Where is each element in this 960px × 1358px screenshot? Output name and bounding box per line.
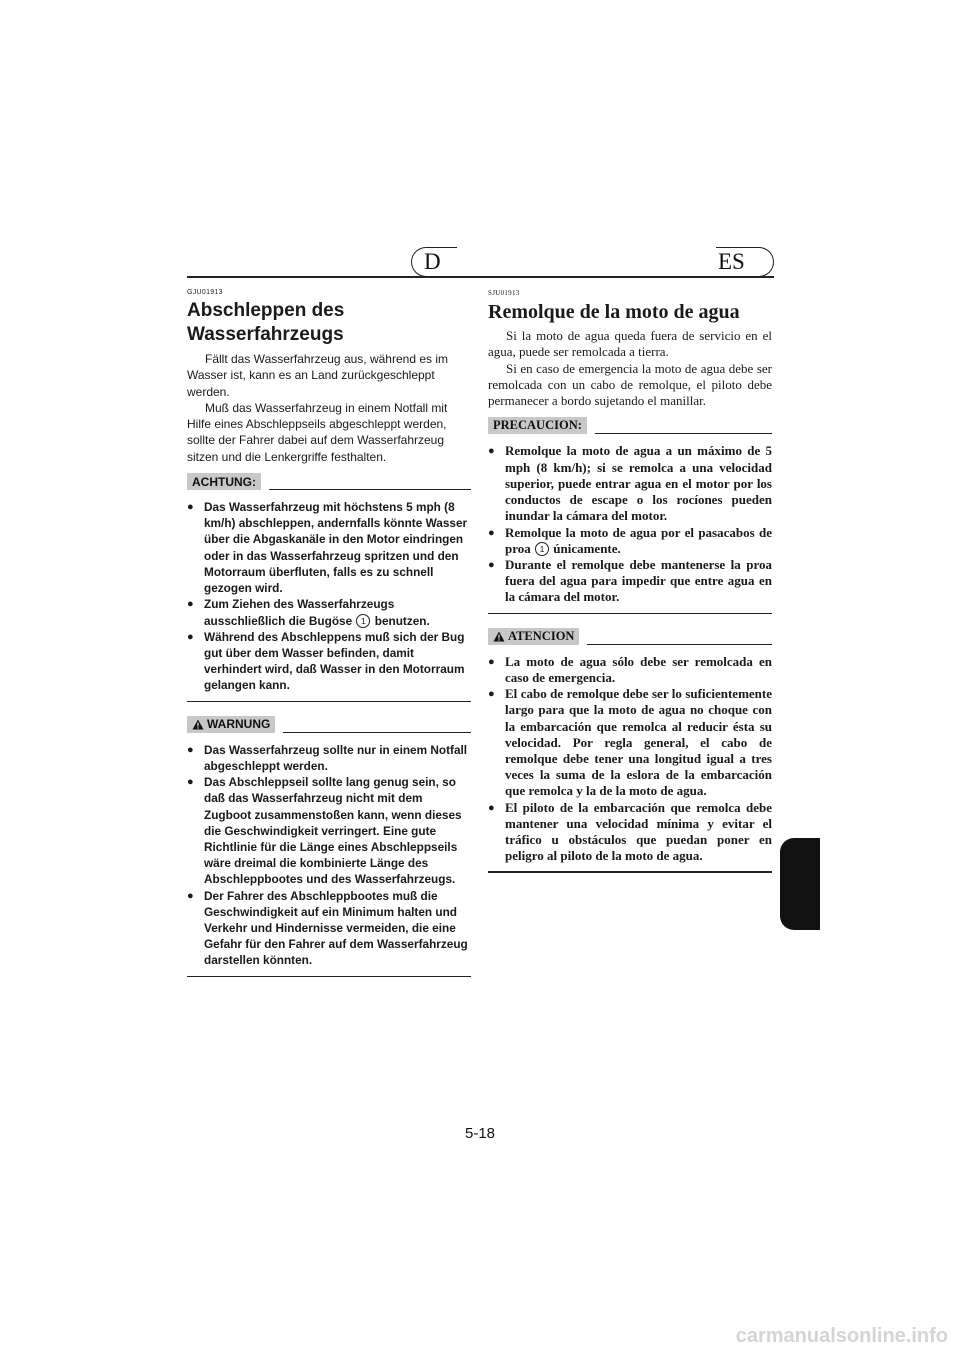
notice-end-rule: [187, 701, 471, 702]
notice-rule: [283, 732, 471, 733]
precaucion-list: [488, 443, 772, 605]
list-item: ● El piloto de la embarcación que remolca debe mantener una velocidad mínima y evitar el tráfico u obstáculos que puedan poner en peligro al piloto de la moto de agua.: [488, 799, 772, 864]
notice-end-rule: [187, 976, 471, 977]
warning-triangle-icon: [493, 631, 505, 642]
bullet-icon: ●: [187, 889, 194, 902]
list-item: ● Remolque la moto de agua a un máximo de 5 mph (8 km/h); si se remolca a una velocidad superior, puede entrar agua en el motor por los conductos de escape o los rocíones pueden inundar la cámara del motor.: [488, 443, 772, 524]
list-item: ● Das Wasserfahrzeug mit höchstens 5 mph (8 km/h) abschleppen, andernfalls könnte Wasser über die Abgaskanäle in den Motor eindringen oder in das Wasserfahrzeug spritzen und den Motorraum überfluten, falls es zu schnell gezogen wird.: [187, 500, 468, 596]
atencion-list: [488, 654, 772, 865]
list-item: ● Während des Abschleppens muß sich der Bug gut über dem Wasser befinden, damit verhindert wird, daß Wasser in den Motorraum gelangen kann.: [187, 629, 465, 693]
warning-triangle-icon: [192, 719, 204, 730]
bullet-icon: ●: [488, 655, 495, 668]
section-code: SJU01913: [488, 289, 520, 297]
paragraph: Si la moto de agua queda fuera de servicio en el agua, puede ser remolcada a tierra.: [488, 328, 772, 360]
section-title: Remolque de la moto de agua: [488, 301, 740, 323]
paragraph: Si en caso de emergencia la moto de agua debe ser remolcada con un cabo de remolque, el piloto debe permanecer a bordo sujetando el manillar.: [488, 360, 772, 409]
watermark: carmanualsonline.info: [735, 1325, 948, 1347]
column-german: [187, 289, 471, 991]
header-rule: [187, 276, 774, 278]
bullet-icon: ●: [488, 688, 495, 701]
bullet-icon: ●: [187, 743, 194, 756]
bullet-icon: ●: [187, 630, 194, 643]
bullet-icon: ●: [488, 558, 495, 571]
paragraph: Fällt das Wasserfahrzeug aus, während es im Wasser ist, kann es an Land zurückgeschleppt werden.: [187, 352, 448, 399]
bullet-icon: ●: [488, 526, 495, 539]
notice-rule: [587, 644, 772, 645]
page-number: 5-18: [464, 1125, 496, 1142]
notice-header-atencion: [488, 628, 772, 645]
achtung-list: [187, 499, 471, 693]
notice-rule: [595, 433, 772, 434]
list-item: ● El cabo de remolque debe ser lo suficientemente largo para que la moto de agua no choque con la embarcación que remolca al reducir ésta su velocidad. Por regla general, el cabo de remolque debe tener una longitud igual a tres veces la suma de la eslora de la embarcación que remolca y la de la moto de agua.: [488, 686, 772, 799]
bullet-icon: ●: [187, 776, 194, 789]
list-item: ● Das Abschleppseil sollte lang genug sein, so daß das Wasserfahrzeug nicht mit dem Zugboot zusammenstoßen kann, wenn dieses die Geschwindigkeit verringert. Eine gute Richtlinie für die Länge eines Abschleppseils wäre dreimal die kombinierte Länge des Abschleppbootes und des Wasserfahrzeugs.: [187, 775, 462, 887]
chapter-tab: [780, 838, 820, 930]
reference-number-icon: 1: [535, 542, 549, 556]
notice-header-precaucion: [488, 417, 772, 434]
notice-header-achtung: [187, 473, 471, 490]
bullet-icon: ●: [488, 445, 495, 458]
section-title: Abschleppen des Wasserfahrzeugs: [187, 300, 345, 345]
column-spanish: [488, 289, 772, 887]
section-code: GJU01913: [187, 289, 223, 296]
list-item: ● Durante el remolque debe mantenerse la proa fuera del agua para impedir que entre agua en la cámara del motor.: [488, 556, 772, 605]
lang-label-de: D: [424, 249, 441, 274]
warnung-list: [187, 742, 471, 969]
notice-rule: [269, 489, 471, 490]
bullet-icon: ●: [187, 501, 194, 514]
bullet-icon: ●: [187, 598, 194, 611]
achtung-badge: ACHTUNG:: [187, 473, 261, 490]
notice-end-rule: [488, 613, 772, 614]
bullet-icon: ●: [488, 801, 495, 814]
lang-label-es: ES: [718, 249, 745, 274]
warnung-badge: WARNUNG: [187, 716, 275, 733]
list-item: ● La moto de agua sólo debe ser remolcada en caso de emergencia.: [488, 653, 772, 686]
list-item: ● Das Wasserfahrzeug sollte nur in einem Notfall abgeschleppt werden.: [187, 742, 468, 774]
notice-end-rule: [488, 871, 772, 872]
list-item: ● Der Fahrer des Abschleppbootes muß die Geschwindigkeit auf ein Minimum halten und Verkehr und Hindernisse vermeiden, die eine Gefahr für den Fahrer auf dem Wasserfahrzeug darstellen könnten.: [187, 888, 468, 968]
paragraph: Muß das Wasserfahrzeug in einem Notfall mit Hilfe eines Abschleppseils abgeschleppt werden, sollte der Fahrer dabei auf dem Wasserfahrzeug sitzen und die Lenkergriffe festhalten.: [187, 400, 448, 464]
reference-number-icon: 1: [356, 614, 370, 628]
list-item: ● Remolque la moto de agua por el pasacabos de proa 1 únicamente.: [488, 524, 772, 556]
precaucion-badge: PRECAUCION:: [488, 417, 587, 434]
atencion-badge: ATENCION: [488, 628, 579, 645]
notice-header-warnung: [187, 716, 471, 733]
list-item: ● Zum Ziehen des Wasserfahrzeugs ausschließlich die Bugöse 1 benutzen.: [187, 597, 430, 628]
